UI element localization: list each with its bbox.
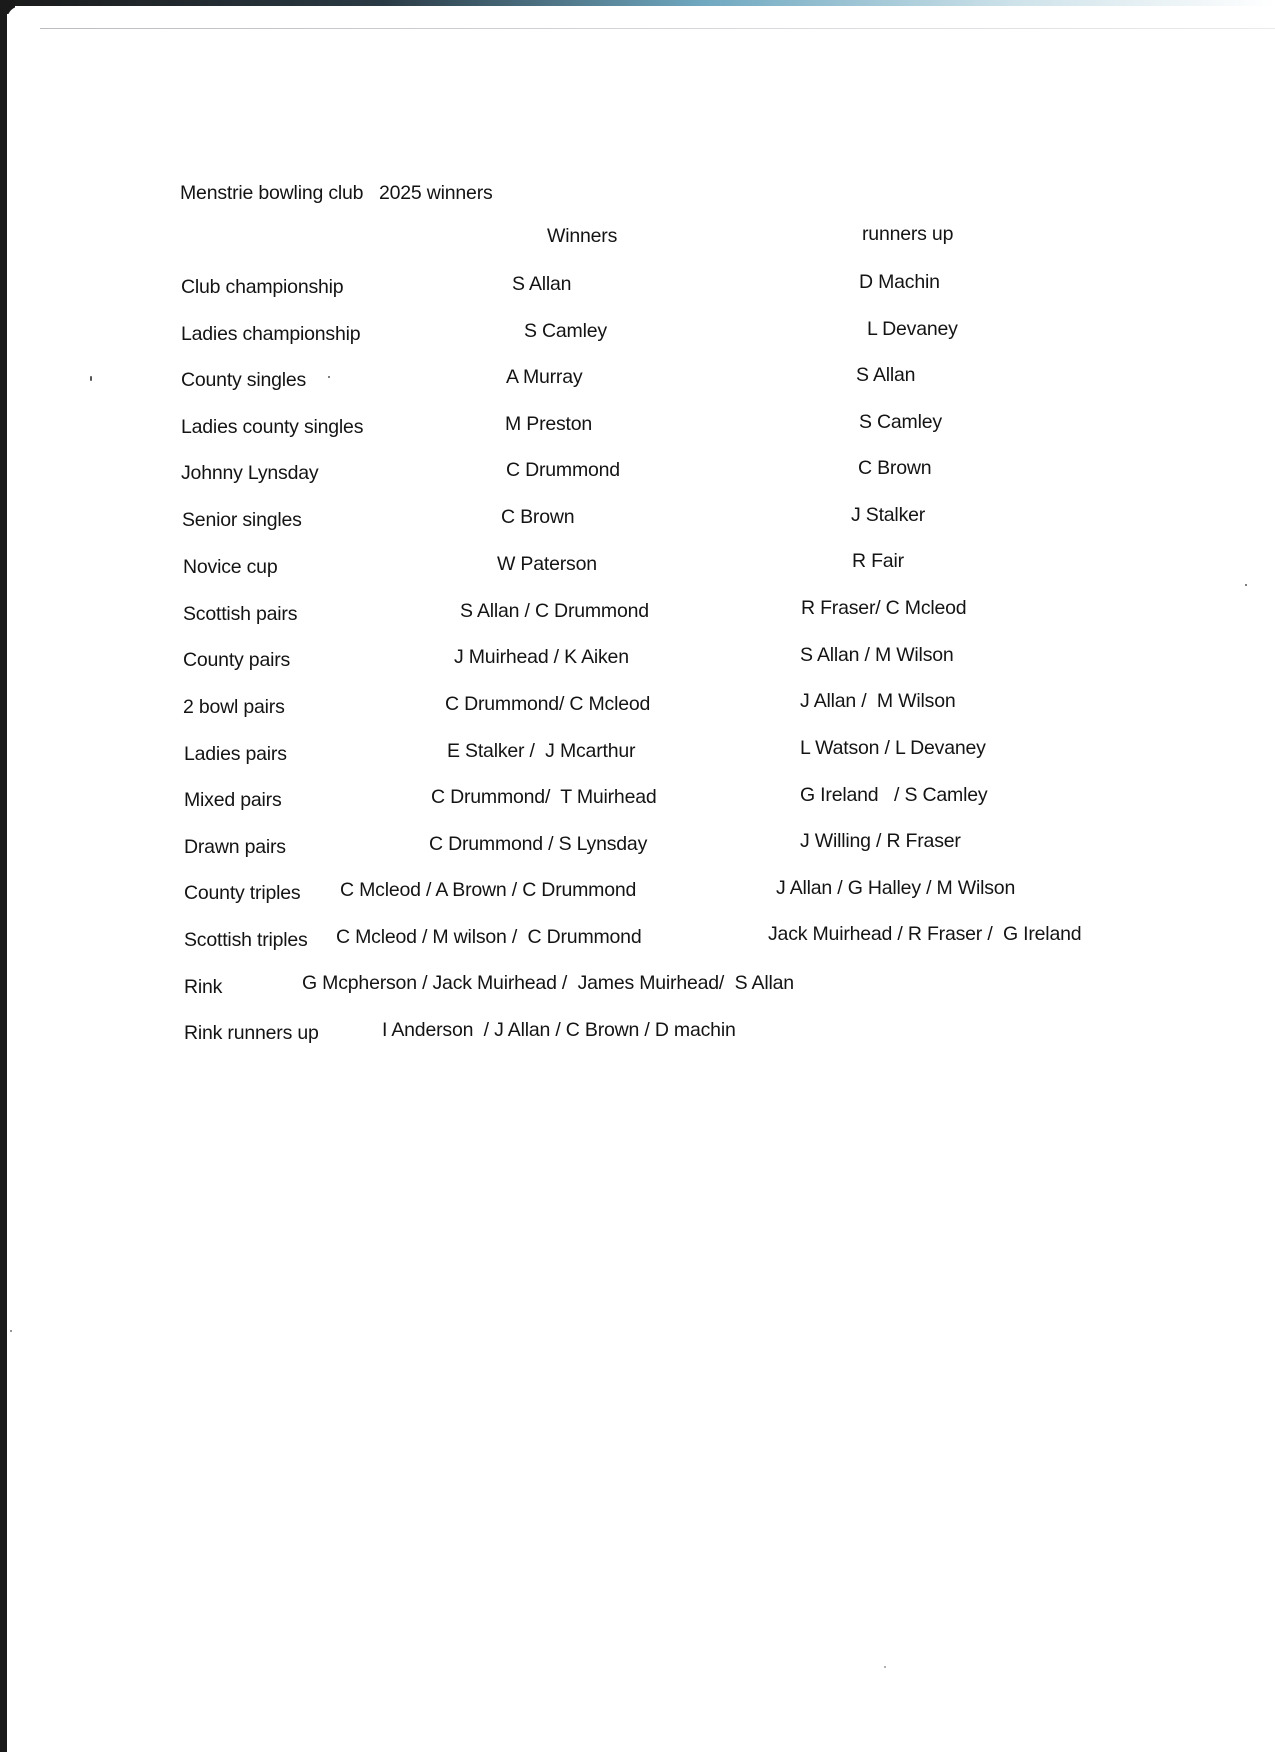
winner-name: G Mcpherson / Jack Muirhead / James Muirhead/ S Allan xyxy=(302,972,794,994)
competition-name: Mixed pairs xyxy=(184,789,282,811)
header-runners-up: runners up xyxy=(862,223,954,245)
competition-name: Ladies pairs xyxy=(184,743,287,765)
competition-name: Rink runners up xyxy=(184,1022,319,1044)
scan-speck xyxy=(884,1666,886,1668)
competition-name: Scottish pairs xyxy=(183,603,298,625)
winner-name: C Drummond / S Lynsday xyxy=(429,833,648,855)
competition-name: County triples xyxy=(184,882,301,904)
competition-name: Senior singles xyxy=(182,509,302,531)
scan-speck xyxy=(328,376,330,378)
winner-name: A Murray xyxy=(506,366,583,388)
winner-name: C Drummond xyxy=(506,459,620,481)
winner-name: J Muirhead / K Aiken xyxy=(454,646,629,668)
runner-up-name: G Ireland / S Camley xyxy=(800,784,988,806)
winner-name: C Drummond/ T Muirhead xyxy=(431,786,657,808)
winner-name: W Paterson xyxy=(497,553,597,575)
competition-name: County pairs xyxy=(183,649,291,671)
winner-name: S Camley xyxy=(524,320,607,342)
runner-up-name: J Stalker xyxy=(851,504,926,526)
runner-up-name: D Machin xyxy=(859,271,940,293)
runner-up-name: J Allan / M Wilson xyxy=(800,690,956,712)
runner-up-name: Jack Muirhead / R Fraser / G Ireland xyxy=(768,923,1082,945)
scan-edge-line xyxy=(40,28,1275,29)
competition-name: Drawn pairs xyxy=(184,836,286,858)
competition-name: 2 bowl pairs xyxy=(183,696,285,718)
winner-name: C Mcleod / M wilson / C Drummond xyxy=(336,926,642,948)
runner-up-name: R Fraser/ C Mcleod xyxy=(801,597,967,619)
winner-name: C Brown xyxy=(501,506,575,528)
winner-name: C Mcleod / A Brown / C Drummond xyxy=(340,879,637,901)
document-title: Menstrie bowling club 2025 winners xyxy=(180,182,493,204)
competition-name: Johnny Lynsday xyxy=(181,462,319,484)
competition-name: Ladies county singles xyxy=(181,416,364,438)
header-winners: Winners xyxy=(547,225,618,247)
scan-border-left xyxy=(0,0,7,1752)
scan-page-corner xyxy=(7,6,21,20)
winner-name: I Anderson / J Allan / C Brown / D machin xyxy=(382,1019,736,1041)
winner-name: M Preston xyxy=(505,413,593,435)
scan-border-top xyxy=(0,0,1275,6)
runner-up-name: S Allan / M Wilson xyxy=(800,644,954,666)
winner-name: C Drummond/ C Mcleod xyxy=(445,693,651,715)
competition-name: County singles xyxy=(181,369,307,391)
runner-up-name: L Devaney xyxy=(867,318,958,340)
competition-name: Novice cup xyxy=(183,556,278,578)
runner-up-name: S Allan xyxy=(856,364,916,386)
scan-speck xyxy=(1245,584,1247,586)
runner-up-name: L Watson / L Devaney xyxy=(800,737,986,759)
scan-speck xyxy=(90,376,92,381)
competition-name: Rink xyxy=(184,976,223,998)
runner-up-name: S Camley xyxy=(859,411,942,433)
winner-name: S Allan xyxy=(512,273,572,295)
competition-name: Ladies championship xyxy=(181,323,361,345)
winner-name: S Allan / C Drummond xyxy=(460,600,649,622)
competition-name: Club championship xyxy=(181,276,344,298)
runner-up-name: R Fair xyxy=(852,550,904,572)
competition-name: Scottish triples xyxy=(184,929,308,951)
runner-up-name: J Willing / R Fraser xyxy=(800,830,961,852)
winner-name: E Stalker / J Mcarthur xyxy=(447,740,636,762)
scan-speck xyxy=(10,1330,12,1332)
runner-up-name: J Allan / G Halley / M Wilson xyxy=(776,877,1016,899)
runner-up-name: C Brown xyxy=(858,457,932,479)
